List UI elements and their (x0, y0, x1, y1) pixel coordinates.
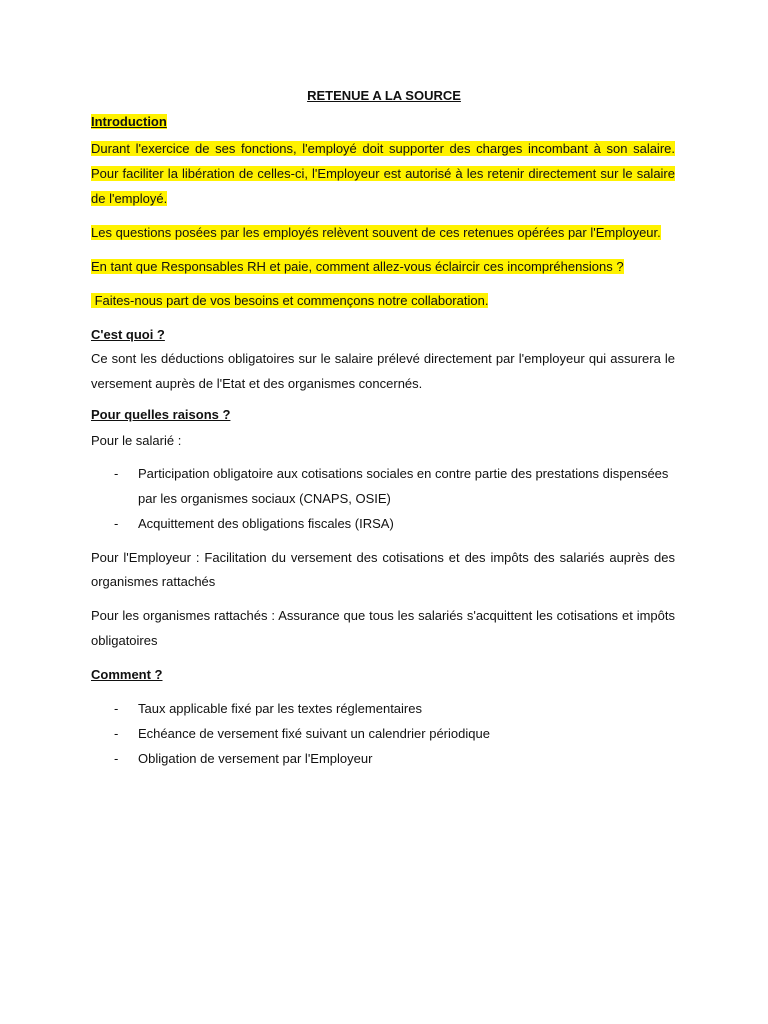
comment-heading: Comment ? (91, 667, 163, 682)
employeur-line1: Pour l'Employeur : Facilitation du versement des cotisations et des impôts des salariés auprès des (91, 550, 675, 565)
salarie-label: Pour le salarié : (91, 433, 182, 448)
bullet-marker: - (114, 751, 119, 766)
intro-para4 (91, 293, 488, 308)
salarie-item-1-line2: par les organismes sociaux (CNAPS, OSIE) (138, 491, 391, 506)
bullet-marker: - (114, 516, 119, 531)
cest-quoi-line1: Ce sont les déductions obligatoires sur le salaire prélevé directement par l'employeur qui assurera le (91, 351, 675, 366)
comment-item-2: Echéance de versement fixé suivant un calendrier périodique (138, 726, 490, 741)
bullet-marker: - (114, 726, 119, 741)
organismes-line2: obligatoires (91, 633, 158, 648)
cest-quoi-heading: C'est quoi ? (91, 327, 165, 342)
intro-para2 (91, 225, 661, 240)
intro-para2-text: Les questions posées par les employés relèvent souvent de ces retenues opérées par l'Employeur. (91, 225, 661, 240)
cest-quoi-line2: versement auprès de l'Etat et des organismes concernés. (91, 376, 423, 391)
intro-para3 (91, 259, 624, 274)
intro-para4-text: Faites-nous part de vos besoins et commençons notre collaboration. (91, 293, 489, 308)
bullet-marker: - (114, 466, 119, 481)
organismes-line1: Pour les organismes rattachés : Assurance que tous les salariés s'acquittent les cotisations et impôts (91, 608, 675, 623)
intro-para1-line3-text: de l'employé. (91, 191, 168, 206)
salarie-item-1-line1: Participation obligatoire aux cotisations sociales en contre partie des prestations dispensées (138, 466, 669, 481)
document-title-text: RETENUE A LA SOURCE (307, 88, 461, 103)
salarie-item-2: Acquittement des obligations fiscales (IRSA) (138, 516, 394, 531)
comment-item-1: Taux applicable fixé par les textes réglementaires (138, 701, 422, 716)
employeur-line2: organismes rattachés (91, 574, 216, 589)
intro-heading (91, 114, 167, 129)
intro-para3-text: En tant que Responsables RH et paie, comment allez-vous éclaircir ces incompréhensions ? (91, 259, 624, 274)
comment-item-3: Obligation de versement par l'Employeur (138, 751, 373, 766)
intro-para1-line3 (91, 191, 167, 206)
intro-heading-text: Introduction (91, 114, 167, 129)
raisons-heading: Pour quelles raisons ? (91, 407, 231, 422)
intro-para1-line2-text: Pour faciliter la libération de celles-ci, l'Employeur est autorisé à les retenir directement sur le salaire (91, 166, 675, 181)
document-title (0, 88, 768, 103)
bullet-marker: - (114, 701, 119, 716)
intro-para1-line1 (91, 141, 675, 156)
intro-para1-line2 (91, 166, 675, 181)
intro-para1-line1-text: Durant l'exercice de ses fonctions, l'employé doit supporter des charges incombant à son salaire. (91, 141, 675, 156)
